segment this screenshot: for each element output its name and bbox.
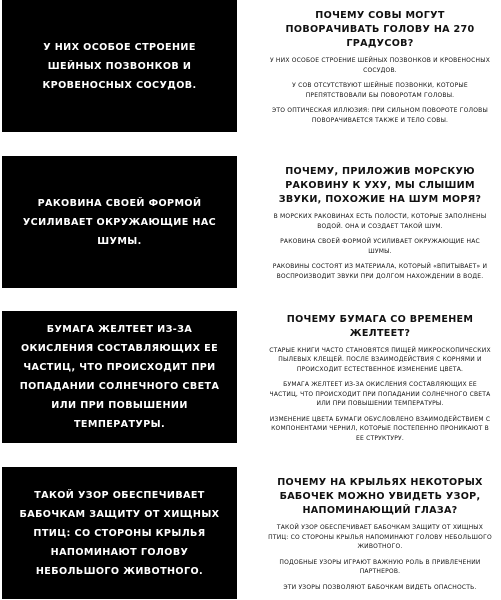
answer-card-4 (2, 467, 237, 599)
answer-text: РАКОВИНА СВОЕЙ ФОРМОЙ УСИЛИВАЕТ ОКРУЖАЮЩИЕ НАС ШУМЫ. (22, 197, 217, 247)
question-card-4 (260, 468, 500, 600)
question-card-1 (260, 1, 500, 133)
question-title: ПОЧЕМУ БУМАГА СО ВРЕМЕНЕМ ЖЕЛТЕЕТ? (286, 313, 474, 339)
option-text: В МОРСКИХ РАКОВИНАХ ЕСТЬ ПОЛОСТИ, КОТОРЫЕ ЗАПОЛНЕНЫ ВОДОЙ. ОНА И СОЗДАЕТ ТАКОЙ ШУМ. (273, 213, 487, 230)
option-text: ПОДОБНЫЕ УЗОРЫ ИГРАЮТ ВАЖНУЮ РОЛЬ В ПРИВЛЕЧЕНИИ ПАРТНЕРОВ. (279, 558, 481, 575)
question-card-3 (260, 312, 500, 444)
option-text: У НИХ ОСОБОЕ СТРОЕНИЕ ШЕЙНЫХ ПОЗВОНКОВ И КРОВЕНОСНЫХ СОСУДОВ. (269, 57, 491, 74)
answer-card-1 (2, 0, 237, 132)
answer-card-3 (2, 311, 237, 443)
answer-text: У НИХ ОСОБОЕ СТРОЕНИЕ ШЕЙНЫХ ПОЗВОНКОВ И КРОВЕНОСНЫХ СОСУДОВ. (42, 41, 197, 91)
question-title: ПОЧЕМУ, ПРИЛОЖИВ МОРСКУЮ РАКОВИНУ К УХУ, МЫ СЛЫШИМ ЗВУКИ, ПОХОЖИЕ НА ШУМ МОРЯ? (278, 166, 482, 205)
option-text: ТАКОЙ УЗОР ОБЕСПЕЧИВАЕТ БАБОЧКАМ ЗАЩИТУ ОТ ХИЩНЫХ ПТИЦ: СО СТОРОНЫ КРЫЛЬЯ НАПОМИНАЮТ ГОЛОВУ НЕБОЛЬШОГО ЖИВОТНОГО. (268, 524, 492, 550)
option-text: РАКОВИНА СВОЕЙ ФОРМОЙ УСИЛИВАЕТ ОКРУЖАЮЩИЕ НАС ШУМЫ. (280, 238, 480, 255)
option-text: БУМАГА ЖЕЛТЕЕТ ИЗ-ЗА ОКИСЛЕНИЯ СОСТАВЛЯЮЩИХ ЕЕ ЧАСТИЦ, ЧТО ПРОИСХОДИТ ПРИ ПОПАДАНИИ СОЛНЕЧНОГО СВЕТА ИЛИ ПРИ ПОВЫШЕНИИ ТЕМПЕРАТУРЫ. (269, 381, 491, 408)
question-title: ПОЧЕМУ СОВЫ МОГУТ ПОВОРАЧИВАТЬ ГОЛОВУ НА 270 ГРАДУСОВ? (285, 10, 475, 49)
question-title: ПОЧЕМУ НА КРЫЛЬЯХ НЕКОТОРЫХ БАБОЧЕК МОЖНО УВИДЕТЬ УЗОР, НАПОМИНАЮЩИЙ ГЛАЗА? (277, 477, 483, 516)
answer-text: ТАКОЙ УЗОР ОБЕСПЕЧИВАЕТ БАБОЧКАМ ЗАЩИТУ ОТ ХИЩНЫХ ПТИЦ: СО СТОРОНЫ КРЫЛЬЯ НАПОМИНАЮТ ГОЛОВУ НЕБОЛЬШОГО ЖИВОТНОГО. (19, 489, 220, 577)
option-text: РАКОВИНЫ СОСТОЯТ ИЗ МАТЕРИАЛА, КОТОРЫЙ «ВПИТЫВАЕТ» И ВОСПРОИЗВОДИТ ЗВУКИ ПРИ ДОЛГОМ НАХОЖДЕНИИ В ВОДЕ. (272, 263, 488, 280)
question-card-2 (260, 157, 500, 289)
option-text: У СОВ ОТСУТСТВУЮТ ШЕЙНЫЕ ПОЗВОНКИ, КОТОРЫЕ ПРЕПЯТСТВОВАЛИ БЫ ПОВОРОТАМ ГОЛОВЫ. (292, 82, 468, 99)
option-text: ЭТИ УЗОРЫ ПОЗВОЛЯЮТ БАБОЧКАМ ВИДЕТЬ ОПАСНОСТЬ. (283, 583, 477, 591)
option-text: СТАРЫЕ КНИГИ ЧАСТО СТАНОВЯТСЯ ПИЩЕЙ МИКРОСКОПИЧЕСКИХ ПЫЛЕВЫХ КЛЕЩЕЙ. ПОСЛЕ ВЗАИМОДЕЙСТВИЯ С КОРНЯМИ И ПРОИСХОДИТ ЕСТЕСТВЕННОЕ ИЗМЕНЕНИЕ ЦВЕТА. (269, 346, 491, 373)
option-text: ЭТО ОПТИЧЕСКАЯ ИЛЛЮЗИЯ: ПРИ СИЛЬНОМ ПОВОРОТЕ ГОЛОВЫ ПОВОРАЧИВАЕТСЯ ТАКЖЕ И ТЕЛО СОВЫ. (272, 107, 488, 124)
answer-text: БУМАГА ЖЕЛТЕЕТ ИЗ-ЗА ОКИСЛЕНИЯ СОСТАВЛЯЮЩИХ ЕЕ ЧАСТИЦ, ЧТО ПРОИСХОДИТ ПРИ ПОПАДАНИИ СОЛНЕЧНОГО СВЕТА ИЛИ ПРИ ПОВЫШЕНИИ ТЕМПЕРАТУРЫ. (19, 324, 220, 430)
option-text: ИЗМЕНЕНИЕ ЦВЕТА БУМАГИ ОБУСЛОВЛЕНО ВЗАИМОДЕЙСТВИЕМ С КОМПОНЕНТАМИ ЧЕРНИЛ, КОТОРЫЕ ПОСТЕПЕННО ПРОНИКАЮТ В ЕЕ СТРУКТУРУ. (269, 415, 491, 442)
answer-card-2 (2, 156, 237, 288)
